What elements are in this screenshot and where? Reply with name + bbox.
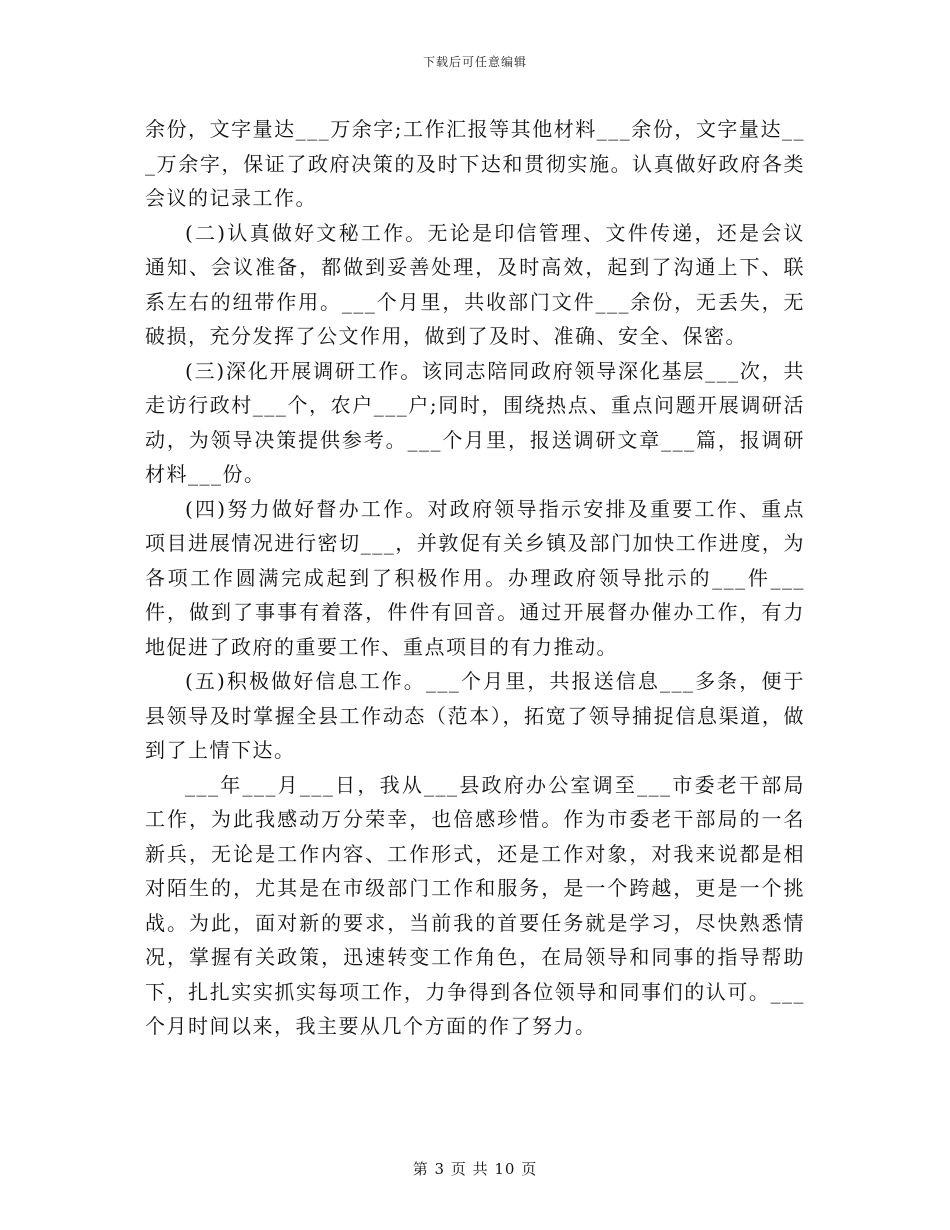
paragraph-6: ___年___月___日，我从___县政府办公室调至___市委老干部局工作，为此我感动万分荣幸，也倍感珍惜。作为市委老干部局的一名新兵，无论是工作内容、工作形式，还是工作对象，对我来说都是相对陌生的，尤其是在市级部门工作和服务，是一个跨越，更是一个挑战。为此，面对新的要求，当前我的首要任务就是学习，尽快熟悉情况，掌握有关政策，迅速转变工作角色，在局领导和同事的指导帮助下，扎扎实实抓实每项工作，力争得到各位领导和同事们的认可。___个月时间以来，我主要从几个方面的作了努力。 (145, 772, 805, 1038)
paragraph-3: (三)深化开展调研工作。该同志陪同政府领导深化基层___次，共走访行政村___个，农户___户;同时，围绕热点、重点问题开展调研活动，为领导决策提供参考。___个月里，报送调研文章___篇，报调研材料___份。 (145, 358, 805, 486)
paragraph-5: (五)积极做好信息工作。___个月里，共报送信息___多条，便于县领导及时掌握全县工作动态（范本），拓宽了领导捕捉信息渠道，做到了上情下达。 (145, 669, 805, 762)
paragraph-1: 余份，文字量达___万余字;工作汇报等其他材料___余份，文字量达___万余字，保证了政府决策的及时下达和贯彻实施。认真做好政府各类会议的记录工作。 (145, 117, 805, 210)
paragraph-2: (二)认真做好文秘工作。无论是印信管理、文件传递，还是会议通知、会议准备，都做到妥善处理，及时高效，起到了沟通上下、联系左右的纽带作用。___个月里，共收部门文件___余份，无丢失，无破损，充分发挥了公文作用，做到了及时、准确、安全、保密。 (145, 220, 805, 348)
paragraph-4: (四)努力做好督办工作。对政府领导指示安排及重要工作、重点项目进展情况进行密切___，并敦促有关乡镇及部门加快工作进度，为各项工作圆满完成起到了积极作用。办理政府领导批示的___件___件，做到了事事有着落，件件有回音。通过开展督办催办工作，有力地促进了政府的重要工作、重点项目的有力推动。 (145, 496, 805, 659)
page-footer: 第 3 页 共 10 页 (412, 1160, 538, 1178)
document-body (145, 112, 805, 1044)
page-header: 下载后可任意编辑 (422, 55, 527, 69)
